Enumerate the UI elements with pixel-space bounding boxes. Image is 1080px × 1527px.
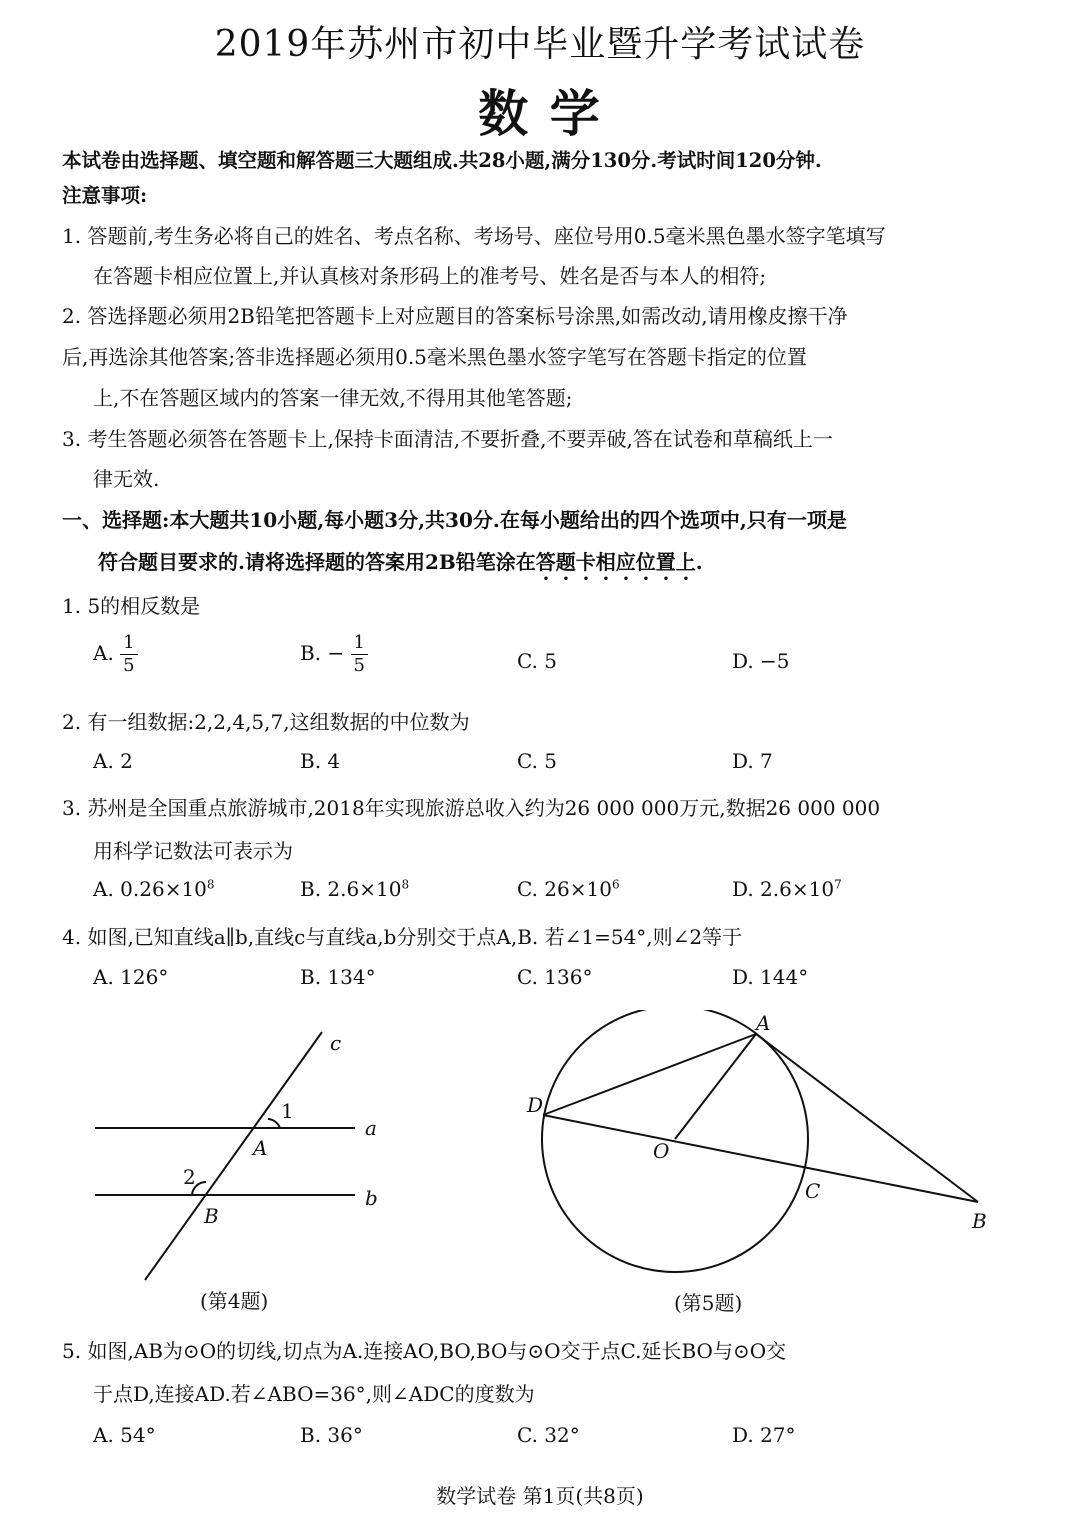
notice-3-line1: 3. 考生答题必须答在答题卡上,保持卡面清洁,不要折叠,不要弄破,答在试卷和草稿纸上一 bbox=[62, 427, 833, 451]
fig5-label-A: A bbox=[756, 1011, 771, 1035]
q1-a-num: 1 bbox=[120, 632, 137, 655]
q1-a-den: 5 bbox=[123, 655, 135, 676]
notice-2-line3: 上,不在答题区域内的答案一律无效,不得用其他笔答题; bbox=[93, 386, 573, 410]
q1-stem: 1. 5的相反数是 bbox=[62, 594, 201, 618]
q3-option-a bbox=[93, 877, 215, 901]
q2-option-c: C. 5 bbox=[517, 749, 558, 773]
notice-title: 注意事项: bbox=[62, 184, 148, 207]
q3-option-c bbox=[517, 877, 620, 901]
subject-title: 数 学 bbox=[478, 84, 602, 143]
q3-option-d bbox=[732, 877, 842, 901]
section1-line2-emph: 答题卡相应位置上 bbox=[535, 550, 696, 574]
q5-option-d: D. 27° bbox=[732, 1423, 796, 1447]
q4-stem: 4. 如图,已知直线a∥b,直线c与直线a,b分别交于点A,B. 若∠1=54°,则∠2等于 bbox=[62, 925, 743, 949]
q2-option-a: A. 2 bbox=[93, 749, 133, 773]
figure-4 bbox=[0, 1010, 1080, 1320]
q3-a-exp: 8 bbox=[206, 877, 215, 892]
q1-a-label: A. bbox=[93, 641, 114, 665]
exam-title: 2019年苏州市初中毕业暨升学考试试卷 bbox=[214, 24, 866, 65]
fig4-label-a: a bbox=[365, 1116, 377, 1140]
q1-b-den: 5 bbox=[353, 655, 365, 676]
fig4-label-2: 2 bbox=[183, 1165, 196, 1189]
q2-option-b: B. 4 bbox=[300, 749, 341, 773]
q1-option-d: D. −5 bbox=[732, 649, 790, 673]
section1-line2 bbox=[98, 546, 703, 585]
q3-b-text: B. 2.6×10 bbox=[300, 877, 402, 901]
intro-text: 本试卷由选择题、填空题和解答题三大题组成.共28小题,满分130分.考试时间120分钟. bbox=[62, 149, 822, 172]
line-ab bbox=[756, 1034, 978, 1202]
notice-2-line2: 后,再选涂其他答案;答非选择题必须用0.5毫米黑色墨水签字笔写在答题卡指定的位置 bbox=[62, 345, 807, 369]
notice-1-line1: 1. 答题前,考生务必将自己的姓名、考点名称、考场号、座位号用0.5毫米黑色墨水签字笔填写 bbox=[62, 224, 886, 248]
q1-option-c: C. 5 bbox=[517, 649, 558, 673]
fig5-label-B: B bbox=[972, 1209, 987, 1233]
q1-option-b bbox=[300, 632, 368, 677]
q1-b-fraction bbox=[351, 632, 368, 677]
q2-stem: 2. 有一组数据:2,2,4,5,7,这组数据的中位数为 bbox=[62, 710, 470, 734]
line-c bbox=[145, 1032, 322, 1280]
q4-option-c: C. 136° bbox=[517, 965, 593, 989]
notice-1-line2: 在答题卡相应位置上,并认真核对条形码上的准考号、姓名是否与本人的相符; bbox=[93, 264, 767, 288]
q5-option-a: A. 54° bbox=[93, 1423, 156, 1447]
q3-c-exp: 6 bbox=[611, 877, 620, 892]
q2-option-d: D. 7 bbox=[732, 749, 773, 773]
fig4-label-b: b bbox=[365, 1186, 378, 1210]
q3-d-text: D. 2.6×10 bbox=[732, 877, 835, 901]
q4-option-b: B. 134° bbox=[300, 965, 376, 989]
q5-option-b: B. 36° bbox=[300, 1423, 363, 1447]
angle-1-arc bbox=[268, 1119, 280, 1128]
q3-d-exp: 7 bbox=[834, 877, 842, 892]
section1-line2-pre: 符合题目要求的.请将选择题的答案用2B铅笔涂在 bbox=[98, 550, 536, 574]
fig4-label-1: 1 bbox=[281, 1099, 294, 1123]
q1-b-label: B. − bbox=[300, 641, 345, 665]
fig5-caption: (第5题) bbox=[674, 1291, 743, 1315]
line-db bbox=[543, 1115, 978, 1202]
q4-option-d: D. 144° bbox=[732, 965, 809, 989]
q1-option-a bbox=[93, 632, 138, 677]
notice-2-line1: 2. 答选择题必须用2B铅笔把答题卡上对应题目的答案标号涂黑,如需改动,请用橡皮擦干净 bbox=[62, 304, 848, 328]
section1-line1: 一、选择题:本大题共10小题,每小题3分,共30分.在每小题给出的四个选项中,只有一项是 bbox=[62, 508, 847, 532]
q5-line2: 于点D,连接AD.若∠ABO=36°,则∠ADC的度数为 bbox=[93, 1382, 535, 1406]
fig4-caption: (第4题) bbox=[200, 1289, 269, 1313]
page-footer: 数学试卷 第1页(共8页) bbox=[436, 1484, 644, 1508]
fig5-label-O: O bbox=[653, 1139, 670, 1163]
q1-b-num: 1 bbox=[351, 632, 368, 655]
q3-b-exp: 8 bbox=[401, 877, 410, 892]
q4-option-a: A. 126° bbox=[93, 965, 169, 989]
fig4-label-B: B bbox=[204, 1204, 219, 1228]
q3-line2: 用科学记数法可表示为 bbox=[93, 839, 293, 863]
section1-line2-post: . bbox=[695, 550, 703, 574]
fig4-label-c: c bbox=[330, 1031, 342, 1055]
q1-a-fraction bbox=[120, 632, 137, 677]
notice-3-line2: 律无效. bbox=[93, 467, 160, 491]
fig4-label-A: A bbox=[253, 1136, 268, 1160]
fig5-label-D: D bbox=[527, 1093, 544, 1117]
q3-option-b bbox=[300, 877, 409, 901]
q5-option-c: C. 32° bbox=[517, 1423, 580, 1447]
q3-line1: 3. 苏州是全国重点旅游城市,2018年实现旅游总收入约为26 000 000万元,数据26 000 000 bbox=[62, 796, 881, 820]
q5-line1: 5. 如图,AB为⊙O的切线,切点为A.连接AO,BO,BO与⊙O交于点C.延长BO与⊙O交 bbox=[62, 1339, 787, 1363]
q3-c-text: C. 26×10 bbox=[517, 877, 612, 901]
fig5-label-C: C bbox=[805, 1179, 821, 1203]
q3-a-text: A. 0.26×10 bbox=[93, 877, 207, 901]
